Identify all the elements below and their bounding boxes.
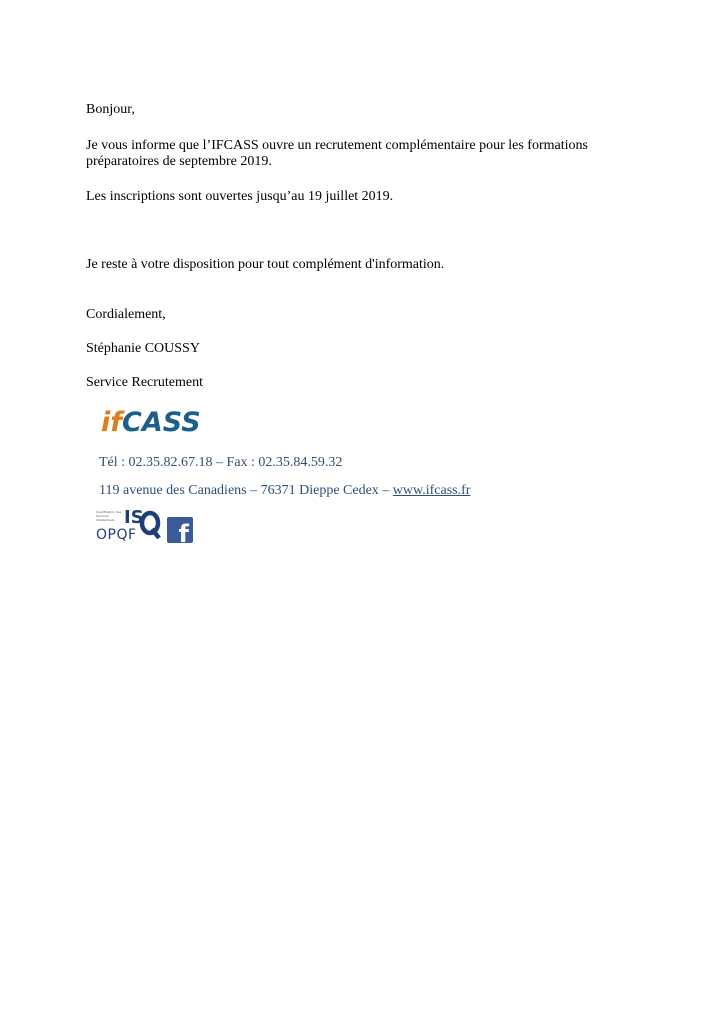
opqf-small-text: Qualification des Services Intellectuels bbox=[96, 510, 122, 522]
info-paragraph-line-1: Je vous informe que l’IFCASS ouvre un recrutement complémentaire pour les formations bbox=[86, 138, 588, 153]
signer-name: Stéphanie COUSSY bbox=[86, 341, 200, 356]
info-paragraph-line-2: préparatoires de septembre 2019. bbox=[86, 154, 272, 169]
disposition-paragraph: Je reste à votre disposition pour tout complément d'information. bbox=[86, 257, 445, 272]
opqf-isq-text: IS bbox=[124, 507, 144, 528]
greeting-text: Bonjour, bbox=[86, 102, 135, 117]
closing-text: Cordialement, bbox=[86, 307, 166, 322]
facebook-icon[interactable]: f bbox=[167, 517, 193, 543]
logo-part-if: if bbox=[101, 407, 123, 438]
opqf-q-icon bbox=[139, 509, 161, 539]
opqf-badge bbox=[95, 507, 161, 545]
phone-fax-line: Tél : 02.35.82.67.18 – Fax : 02.35.84.59.32 bbox=[99, 455, 343, 470]
ifcass-logo bbox=[101, 405, 201, 441]
signer-service: Service Recrutement bbox=[86, 375, 204, 390]
address-text: 119 avenue des Canadiens – 76371 Dieppe Cedex – bbox=[99, 483, 393, 498]
deadline-paragraph: Les inscriptions sont ouvertes jusqu’au 19 juillet 2019. bbox=[86, 189, 394, 204]
address-line bbox=[99, 482, 470, 500]
logo-part-cass: CASS bbox=[122, 407, 201, 438]
badges-row bbox=[95, 507, 199, 545]
opqf-label: OPQF bbox=[96, 527, 137, 543]
website-link[interactable]: www.ifcass.fr bbox=[392, 483, 471, 498]
